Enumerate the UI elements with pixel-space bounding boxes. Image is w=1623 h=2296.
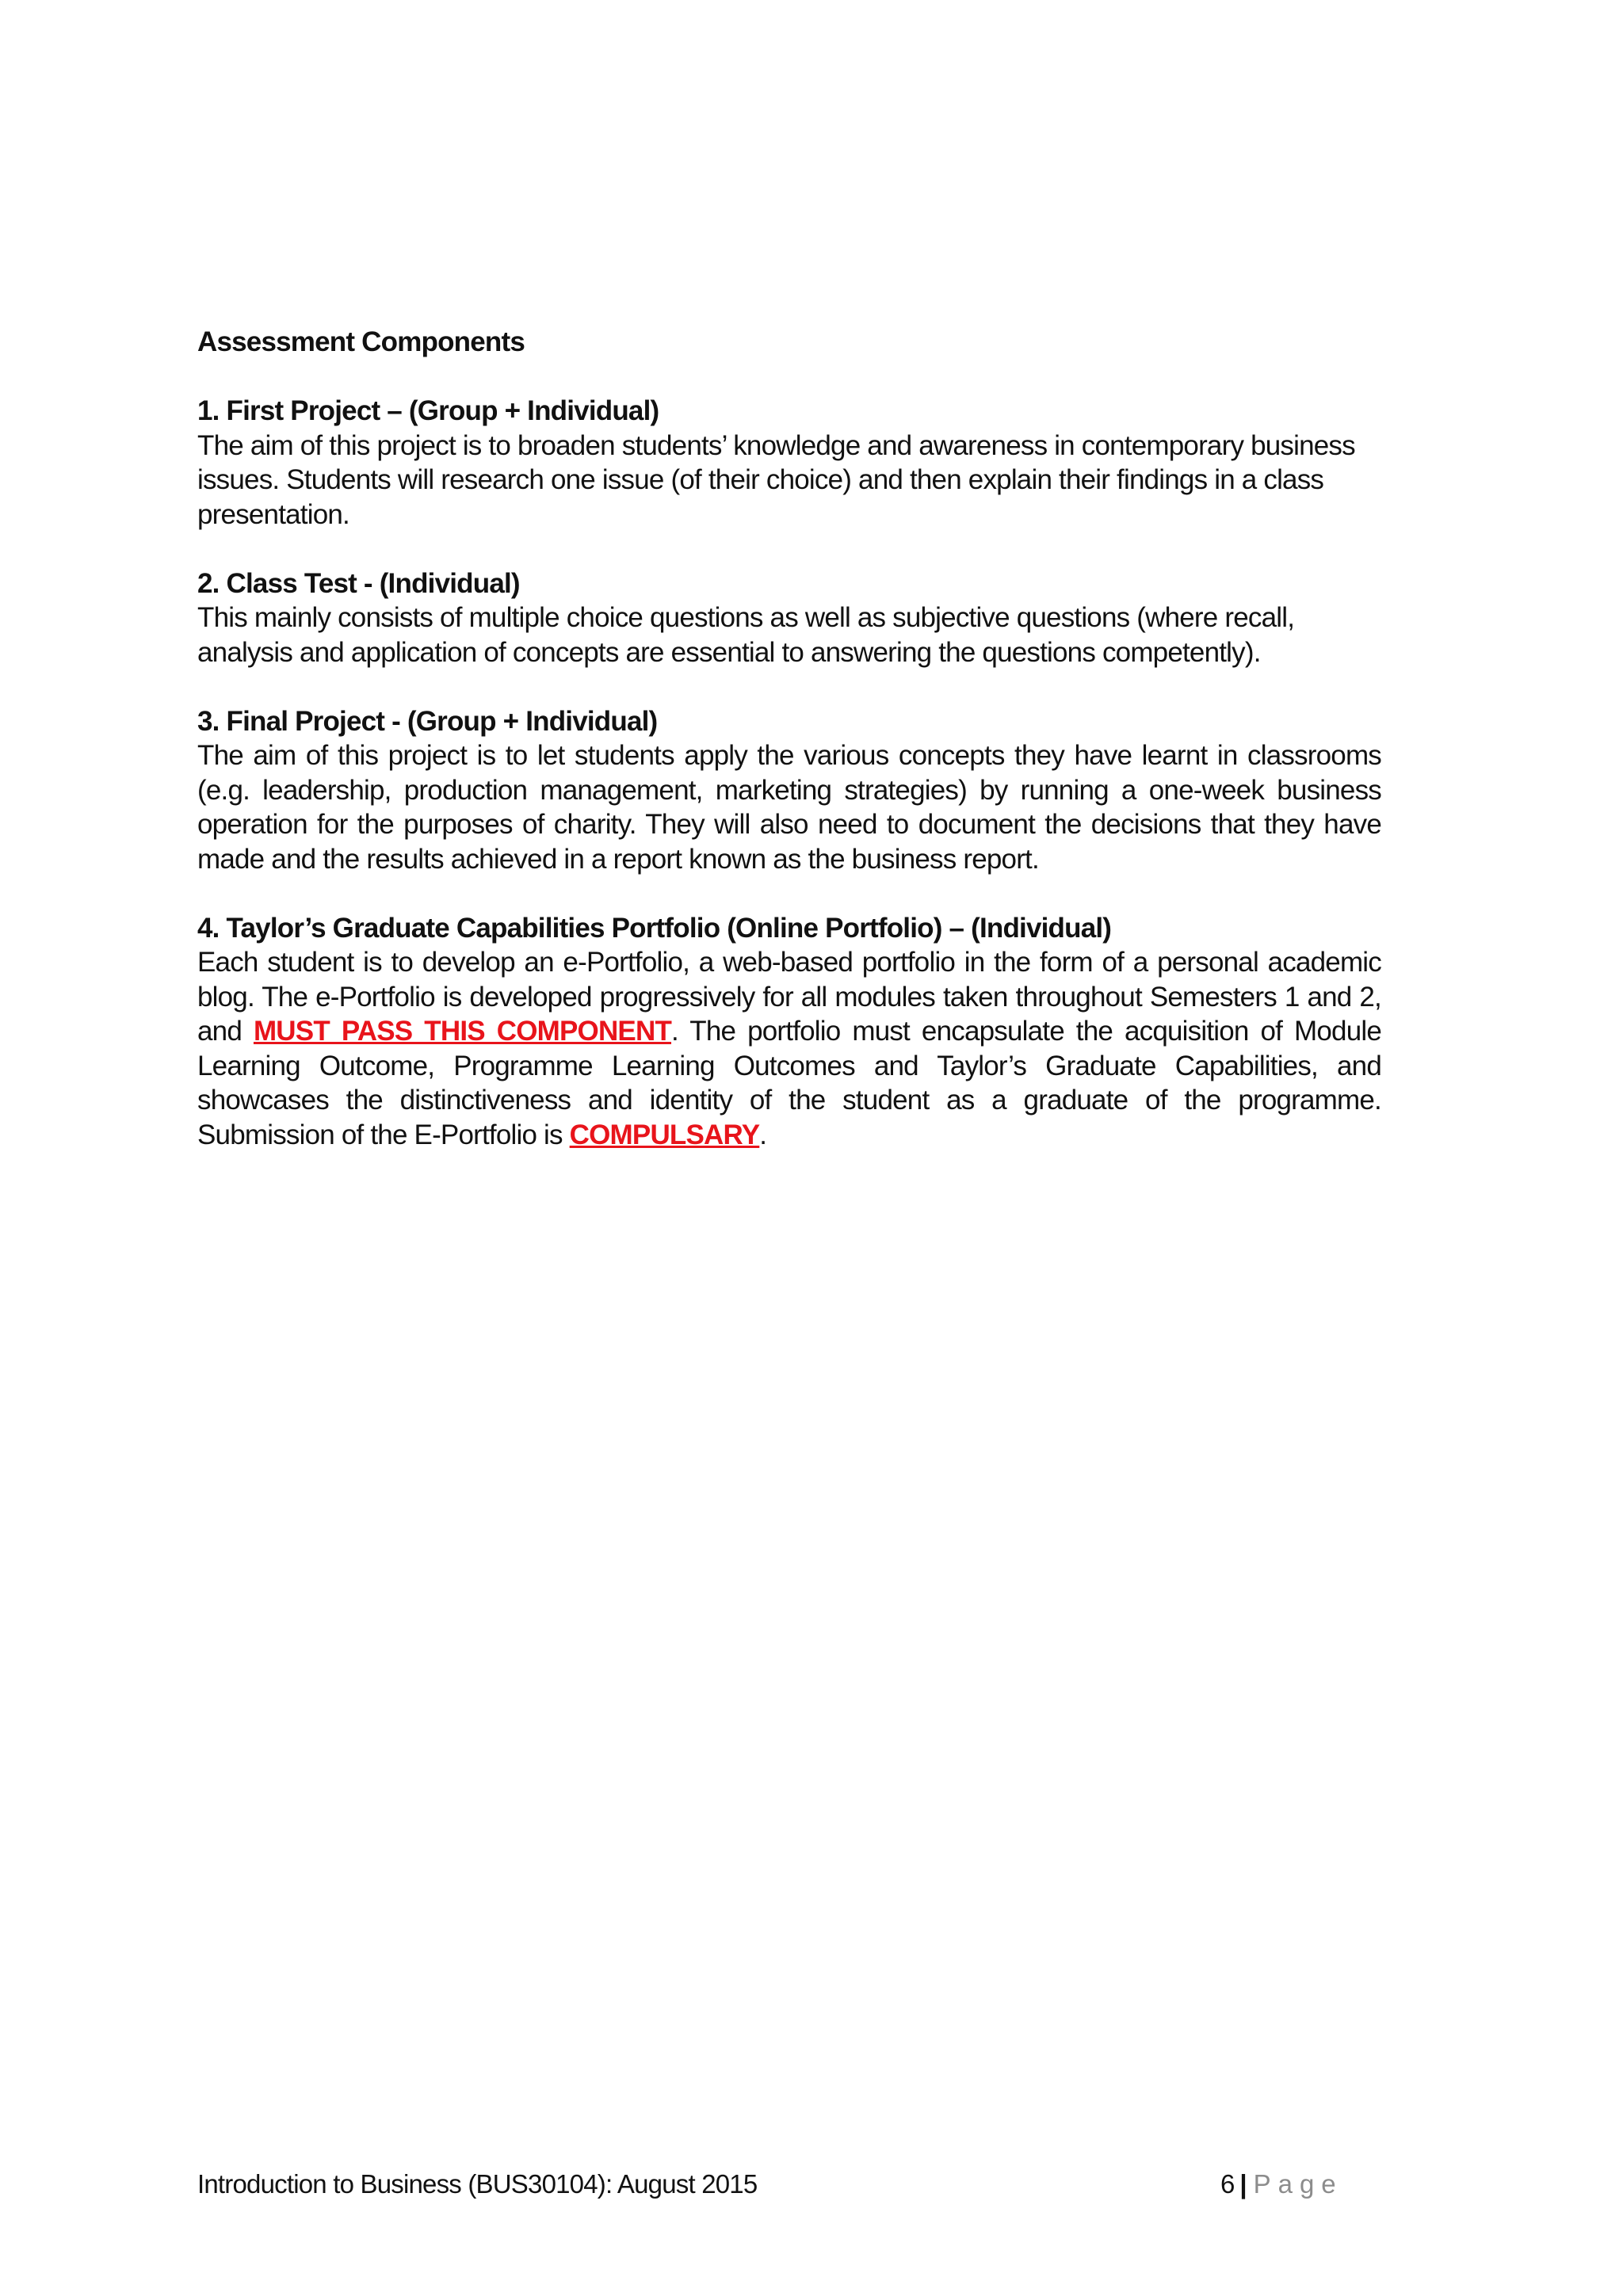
section-body: The aim of this project is to let students apply the various concepts they have learnt in classrooms (e.g. leadership, production management, marketing strategies) by running a one-week business operation for the purposes of charity. They will also need to document the decisions that they have made and the results achieved in a report known as the business report. bbox=[197, 740, 1381, 875]
section-title: 1. First Project – (Group + Individual) bbox=[197, 395, 659, 426]
section-body: The aim of this project is to broaden students’ knowledge and awareness in contemporary business issues. Students will research one issue (of their choice) and then explain their findings in a class presentation. bbox=[197, 429, 1355, 530]
section-first-project bbox=[197, 394, 1381, 532]
section-body bbox=[197, 945, 1381, 1152]
section-title: 4. Taylor’s Graduate Capabilities Portfolio (Online Portfolio) – (Individual) bbox=[197, 912, 1112, 944]
footer-page-indicator bbox=[1220, 2168, 1343, 2200]
body-text: . bbox=[759, 1119, 767, 1150]
section-portfolio bbox=[197, 911, 1381, 1153]
page-separator: | bbox=[1239, 2169, 1247, 2199]
page-label: Page bbox=[1253, 2169, 1343, 2199]
body-text: . The portfolio must encapsulate the acquisition of Module Learning Outcome, Programme Learning Outcomes and Taylor’s Graduate Capabilities, and showcases the distinctiveness and identity of the student as a graduate of the programme. Submission of the E-Portfolio is bbox=[197, 1016, 1382, 1150]
section-final-project bbox=[197, 704, 1381, 877]
section-class-test bbox=[197, 566, 1381, 670]
section-body: This mainly consists of multiple choice questions as well as subjective questions (where recall, analysis and application of concepts are essential to answering the questions competently). bbox=[197, 602, 1295, 668]
footer-document-title: Introduction to Business (BUS30104): August 2015 bbox=[197, 2169, 758, 2199]
section-title: 2. Class Test - (Individual) bbox=[197, 567, 520, 599]
compulsary-emphasis: COMPULSARY bbox=[569, 1119, 760, 1150]
page-number: 6 bbox=[1220, 2169, 1235, 2199]
section-title: 3. Final Project - (Group + Individual) bbox=[197, 705, 658, 737]
must-pass-emphasis: MUST PASS THIS COMPONENT bbox=[253, 1016, 672, 1047]
document-body bbox=[197, 325, 1381, 1152]
page-heading: Assessment Components bbox=[197, 326, 525, 357]
body-text: Each student is to develop an e-Portfolio, a web-based portfolio in the form of a personal academic blog. The e-Portfolio is developed progressively for all modules taken throughout Semesters 1 and 2, and bbox=[197, 947, 1381, 1047]
